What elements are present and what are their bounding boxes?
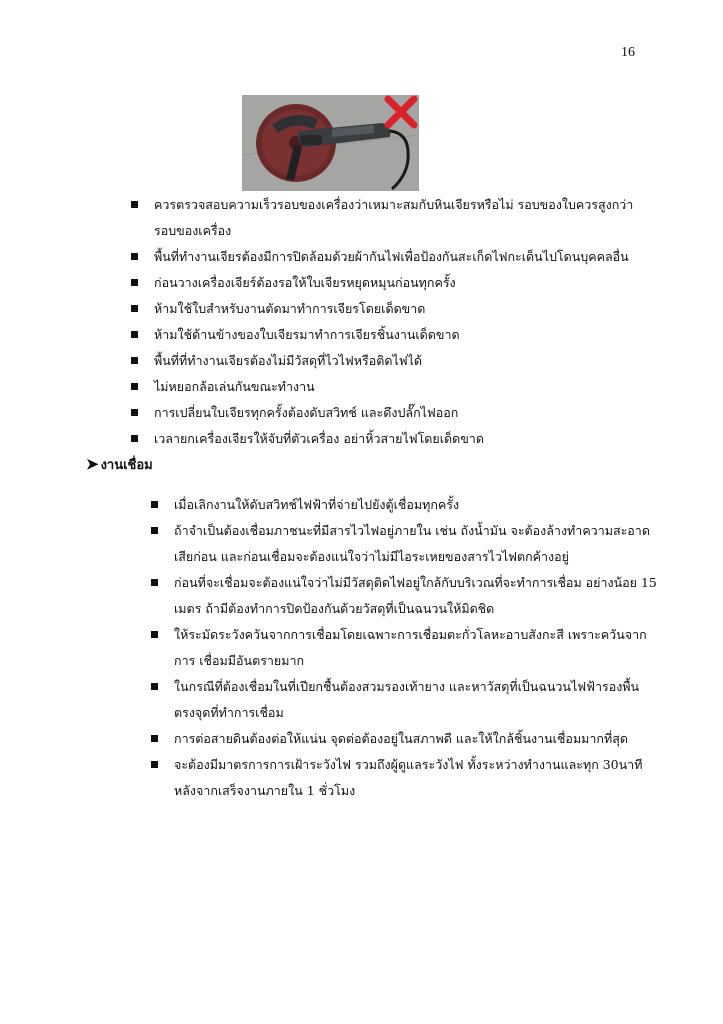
list-item <box>150 570 660 622</box>
list-item-text: เมื่อเลิกงานให้ดับสวิทช์ไฟฟ้าที่จ่ายไปยังตู้เชื่อมทุกครั้ง <box>174 497 460 512</box>
list-item <box>150 726 660 752</box>
bullet-icon <box>131 201 138 208</box>
bullet-icon <box>131 279 138 286</box>
bullet-icon <box>131 357 138 364</box>
list-item <box>130 270 650 296</box>
list-item-text: ก่อนที่จะเชื่อมจะต้องแน่ใจว่าไม่มีวัสดุติดไฟอยู่ใกล้กับบริเวณที่จะทำการเชื่อม อย่างน้อย 15 เมตร ถ้ามีต้องทำการปิดป้องกันด้วยวัสดุที่เป็นฉนวนให้มิดชิด <box>174 575 657 616</box>
list-item-text: พื้นที่ทำงานเจียรต้องมีการปิดล้อมด้วยผ้ากันไฟเพื่อป้องกันสะเก็ดไฟกะเด็นไปโดนบุคคลอื่น <box>154 249 629 264</box>
list-item <box>150 674 660 726</box>
bullet-icon <box>131 305 138 312</box>
list-item <box>130 348 650 374</box>
list-item <box>130 296 650 322</box>
bullet-icon <box>151 579 158 586</box>
list-item-text: จะต้องมีมาตรการการเฝ้าระวังไฟ รวมถึงผู้ดูแลระวังไฟ ทั้งระหว่างทำงานและทุก 30นาทีหลังจากเสร็จงานภายใน 1 ชั่วโมง <box>174 757 643 798</box>
list-item <box>130 374 650 400</box>
list-item-text: ควรตรวจสอบความเร็วรอบของเครื่องว่าเหมาะสมกับหินเจียรหรือไม่ รอบของใบควรสูงกว่ารอบของเครื่อง <box>154 197 634 238</box>
bullet-icon <box>131 383 138 390</box>
bullet-icon <box>151 501 158 508</box>
arrow-bullet-icon: ➤ <box>86 455 99 473</box>
angle-grinder-photo <box>242 95 419 191</box>
list-item <box>130 192 650 244</box>
bullet-icon <box>151 761 158 768</box>
welding-safety-list <box>150 492 660 804</box>
list-item-text: การเปลี่ยนใบเจียรทุกครั้งต้องดับสวิทช์ และดึงปลั๊กไฟออก <box>154 405 459 420</box>
list-item <box>130 322 650 348</box>
list-item <box>130 426 650 452</box>
bullet-icon <box>151 683 158 690</box>
list-item-text: ไม่หยอกล้อเล่นกันขณะทำงาน <box>154 379 315 394</box>
list-item-text: เวลายกเครื่องเจียรให้จับที่ตัวเครื่อง อย่าหิ้วสายไฟโดยเด็ดขาด <box>154 431 484 446</box>
list-item <box>150 492 660 518</box>
bullet-icon <box>151 631 158 638</box>
bullet-icon <box>151 527 158 534</box>
list-item <box>130 244 650 270</box>
bullet-icon <box>131 253 138 260</box>
bullet-icon <box>131 331 138 338</box>
list-item <box>150 518 660 570</box>
grinder-safety-list <box>130 192 650 452</box>
list-item-text: พื้นที่ที่ทำงานเจียรต้องไม่มีวัสดุที่ไวไฟหรือติดไฟได้ <box>154 353 423 368</box>
section-heading-welding <box>86 454 153 475</box>
list-item-text: ถ้าจำเป็นต้องเชื่อมภาชนะที่มีสารไวไฟอยู่ภายใน เช่น ถังน้ำมัน จะต้องล้างทำความสะอาดเสียก่อน และก่อนเชื่อมจะต้องแน่ใจว่าไม่มีไอระเหยของสารไวไฟตกค้างอยู่ <box>174 523 650 564</box>
bullet-icon <box>151 735 158 742</box>
list-item-text: การต่อสายดินต้องต่อให้แน่น จุดต่อต้องอยู่ในสภาพดี และให้ใกล้ชิ้นงานเชื่อมมากที่สุด <box>174 731 628 746</box>
list-item <box>150 622 660 674</box>
list-item-text: ในกรณีที่ต้องเชื่อมในที่เปียกชื้นต้องสวมรองเท้ายาง และหาวัสดุที่เป็นฉนวนไฟฟ้ารองพื้นตรงจุดที่ทำการเชื่อม <box>174 679 640 720</box>
list-item-text: ห้ามใช้ด้านข้างของใบเจียรมาทำการเจียรชิ้นงานเด็ดขาด <box>154 327 460 342</box>
list-item <box>130 400 650 426</box>
list-item-text: ห้ามใช้ใบสำหรับงานตัดมาทำการเจียรโดยเด็ดขาด <box>154 301 426 316</box>
bullet-icon <box>131 409 138 416</box>
list-item-text: ให้ระมัดระวังควันจากการเชื่อมโดยเฉพาะการเชื่อมตะกั่วโลหะอาบสังกะสี เพราะควันจากการ เชื่อมมีอันตรายมาก <box>174 627 647 668</box>
page-number: 16 <box>621 45 635 60</box>
section-heading-text: งานเชื่อม <box>100 458 153 473</box>
bullet-icon <box>131 435 138 442</box>
list-item <box>150 752 660 804</box>
list-item-text: ก่อนวางเครื่องเจียร์ต้องรอให้ใบเจียรหยุดหมุนก่อนทุกครั้ง <box>154 275 456 290</box>
